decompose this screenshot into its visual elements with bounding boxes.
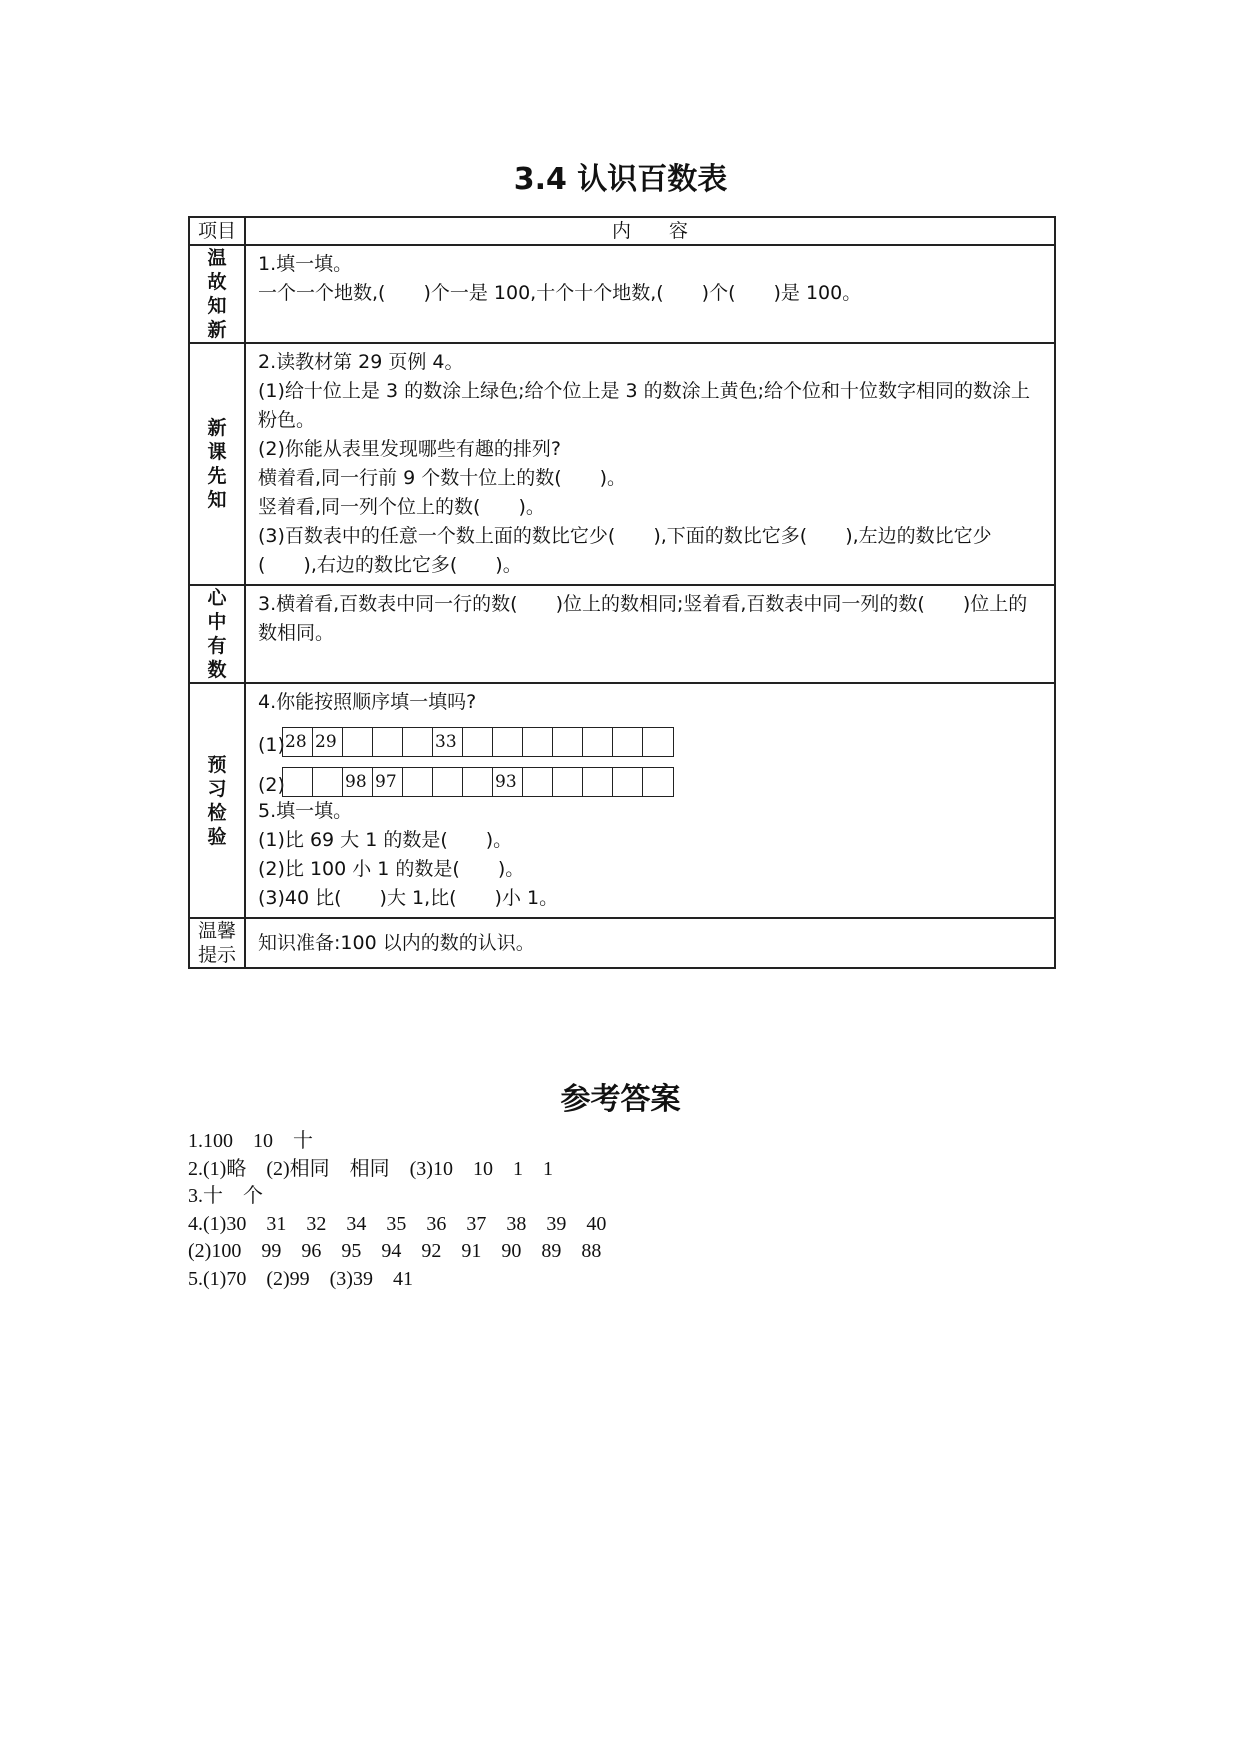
question-line: (1)给十位上是 3 的数涂上绿色;给个位上是 3 的数涂上黄色;给个位和十位数字相同的数涂上粉色。: [258, 380, 1031, 431]
sequence-box: [373, 728, 403, 756]
sequence-label: (1): [258, 734, 285, 756]
sequence-box: [613, 768, 643, 796]
answer-line: 2.(1)略 (2)相同 相同 (3)10 10 1 1: [188, 1157, 553, 1180]
page-title: 3.4 认识百数表: [513, 162, 728, 197]
answer-line: (2)100 99 96 95 94 92 91 90 89 88: [188, 1240, 602, 1262]
question-line: (2)比 100 小 1 的数是( )。: [258, 858, 525, 880]
sequence-box: [553, 728, 583, 756]
sequence-box: [643, 728, 673, 756]
sequence-label: (2): [258, 774, 285, 796]
question-line: (3)40 比( )大 1,比( )小 1。: [258, 887, 559, 909]
question-line: (2)你能从表里发现哪些有趣的排列?: [258, 438, 561, 460]
sequence-box: [493, 728, 523, 756]
sequence-box: [463, 768, 493, 796]
question-line: 横着看,同一行前 9 个数十位上的数( )。: [258, 467, 627, 489]
sequence-box: [583, 728, 613, 756]
table-row: [189, 918, 1055, 968]
question-line: 一个一个地数,( )个一是 100,十个十个地数,( )个( )是 100。: [258, 282, 862, 304]
sequence-boxes: [282, 767, 674, 797]
sequence-box: 28: [283, 728, 313, 756]
sequence-box: [523, 728, 553, 756]
header-item: 项目: [189, 217, 245, 245]
sequence-box: [613, 728, 643, 756]
answers-block: [188, 1128, 606, 1293]
sequence-box: 33: [433, 728, 463, 756]
table-row: [189, 245, 1055, 343]
answer-line: 4.(1)30 31 32 34 35 36 37 38 39 40: [188, 1212, 607, 1235]
row-content: [245, 245, 1055, 343]
question-line: (3)百数表中的任意一个数上面的数比它少( ),下面的数比它多( ),左边的数比它少( ),右边的数比它多( )。: [258, 525, 992, 576]
question-line: 知识准备:100 以内的数的认识。: [258, 931, 535, 954]
sequence-box: [283, 768, 313, 796]
sequence-box: 98: [343, 768, 373, 796]
sequence-box: [403, 728, 433, 756]
sequence-2: [258, 759, 1044, 797]
sequence-box: [343, 728, 373, 756]
table-header: [189, 217, 1055, 245]
question-line: 竖着看,同一列个位上的数( )。: [258, 496, 545, 518]
answer-line: 5.(1)70 (2)99 (3)39 41: [188, 1267, 413, 1290]
question-line: (1)比 69 大 1 的数是( )。: [258, 829, 513, 851]
row-label: 温 故 知 新: [189, 245, 245, 343]
question-line: 2.读教材第 29 页例 4。: [258, 351, 464, 373]
sequence-box: 29: [313, 728, 343, 756]
row-label: 预 习 检 验: [189, 683, 245, 918]
question-line: 3.横着看,百数表中同一行的数( )位上的数相同;竖着看,百数表中同一列的数( )位上的数相同。: [258, 593, 1028, 644]
row-content: [245, 343, 1055, 585]
sequence-box: [643, 768, 673, 796]
answers-title: 参考答案: [560, 1082, 681, 1117]
lesson-table: [188, 216, 1056, 969]
sequence-box: [313, 768, 343, 796]
row-label: 温馨 提示: [189, 918, 245, 968]
sequence-boxes: [282, 727, 674, 757]
sequence-box: [403, 768, 433, 796]
row-content: [245, 585, 1055, 683]
sequence-box: [433, 768, 463, 796]
sequence-box: [463, 728, 493, 756]
sequence-box: 97: [373, 768, 403, 796]
question-line: 5.填一填。: [258, 800, 353, 822]
sequence-1: [258, 719, 1044, 757]
sequence-box: [523, 768, 553, 796]
row-label: 新 课 先 知: [189, 343, 245, 585]
table-row: [189, 343, 1055, 585]
sequence-box: 93: [493, 768, 523, 796]
table-row: [189, 683, 1055, 918]
sequence-box: [553, 768, 583, 796]
answer-line: 1.100 10 十: [188, 1130, 313, 1152]
row-content: [245, 683, 1055, 918]
question-line: 4.你能按照顺序填一填吗?: [258, 691, 477, 713]
row-label: 心 中 有 数: [189, 585, 245, 683]
answer-line: 3.十 个: [188, 1185, 263, 1207]
header-content: 内 容: [245, 217, 1055, 245]
table-row: [189, 585, 1055, 683]
sequence-box: [583, 768, 613, 796]
question-line: 1.填一填。: [258, 253, 353, 275]
row-content: [245, 918, 1055, 968]
